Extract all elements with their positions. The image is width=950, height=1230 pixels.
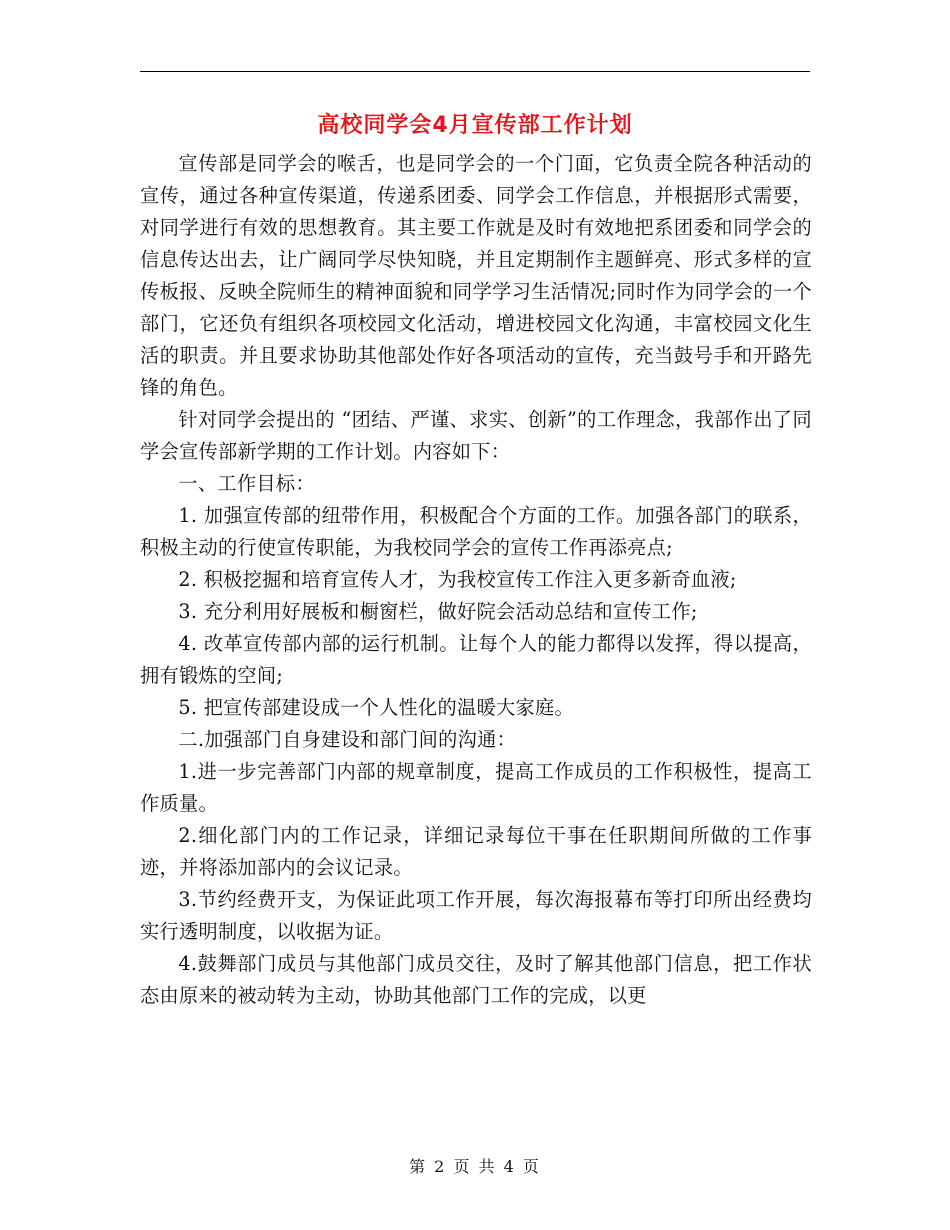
goal-item-5: 5. 把宣传部建设成一个人性化的温暖大家庭。	[178, 696, 574, 719]
paragraph-intro: 宣传部是同学会的喉舌，也是同学会的一个门面，它负责全院各种活动的宣传，通过各种宣传渠道，传递系团委、同学会工作信息，并根据形式需要，对同学进行有效的思想教育。其主要工作就是及时有效地把系团委和同学会的信息传达出去，让广阔同学尽快知晓，并且定期制作主题鲜亮、形式多样的宣传板报、反映全院师生的精神面貌和同学学习生活情况;同时作为同学会的一个部门，它还负有组织各项校园文化活动，增进校园文化沟通，丰富校园文化生活的职责。并且要求协助其他部处作好各项活动的宣传，充当鼓号手和开路先锋的角色。	[140, 152, 812, 399]
goal-item-4: 4. 改革宣传部内部的运行机制。让每个人的能力都得以发挥，得以提高，拥有锻炼的空间;	[140, 632, 812, 687]
goal-item-3: 3. 充分利用好展板和橱窗栏，做好院会活动总结和宣传工作;	[178, 600, 698, 623]
document-title: 高校同学会4月宣传部工作计划	[317, 113, 633, 138]
communication-item-2: 2.细化部门内的工作记录，详细记录每位干事在任职期间所做的工作事迹，并将添加部内的会议记录。	[140, 824, 812, 879]
document-body	[140, 148, 812, 1012]
communication-item-1: 1.进一步完善部门内部的规章制度，提高工作成员的工作积极性，提高工作质量。	[140, 760, 812, 815]
goal-item-2: 2. 积极挖掘和培育宣传人才，为我校宣传工作注入更多新奇血液;	[178, 568, 737, 591]
paragraph-philosophy: 针对同学会提出的 “团结、严谨、求实、创新”的工作理念，我部作出了同学会宣传部新学期的工作计划。内容如下：	[140, 408, 812, 463]
section-heading-communication: 二.加强部门自身建设和部门间的沟通：	[178, 728, 517, 751]
goal-item-1: 1. 加强宣传部的纽带作用，积极配合个方面的工作。加强各部门的联系，积极主动的行使宣传职能，为我校同学会的宣传工作再添亮点;	[140, 504, 812, 559]
communication-item-4: 4.鼓舞部门成员与其他部门成员交往，及时了解其他部门信息，把工作状态由原来的被动转为主动，协助其他部门工作的完成，以更	[140, 952, 812, 1007]
section-heading-goals: 一、工作目标：	[178, 472, 315, 495]
communication-item-3: 3.节约经费开支，为保证此项工作开展，每次海报幕布等打印所出经费均实行透明制度，以收据为证。	[140, 888, 812, 943]
header-rule	[140, 71, 810, 72]
page-number-footer: 第 2 页 共 4 页	[409, 1157, 541, 1176]
